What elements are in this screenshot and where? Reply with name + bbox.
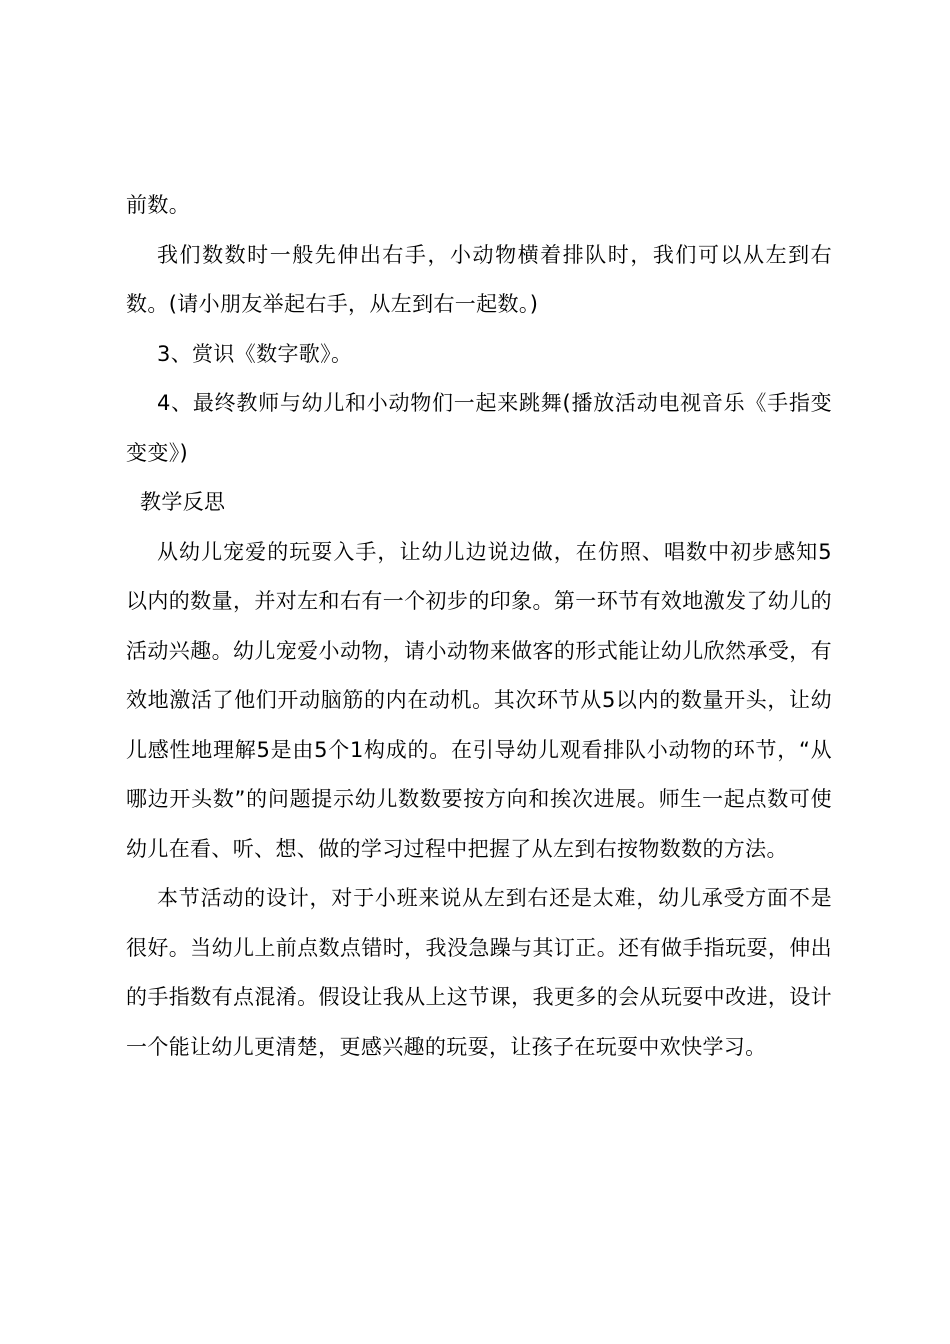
paragraph-counting-right-hand: 我们数数时一般先伸出右手，小动物横着排队时，我们可以从左到右数。(请小朋友举起右手，从左到右一起数。) [126, 242, 832, 316]
paragraph-step-3: 3、赏识《数字歌》。 [157, 341, 353, 366]
section-heading-reflection: 教学反思 [140, 490, 226, 514]
document-body [126, 181, 832, 1072]
paragraph-step-4: 4、最终教师与幼儿和小动物们一起来跳舞(播放活动电视音乐《手指变变变》) [126, 391, 832, 465]
paragraph-reflection-1: 从幼儿宠爱的玩耍入手，让幼儿边说边做，在仿照、唱数中初步感知5以内的数量，并对左和右有一个初步的印象。第一环节有效地激发了幼儿的活动兴趣。幼儿宠爱小动物，请小动物来做客的形式能让幼儿欣然承受，有效地激活了他们开动脑筋的内在动机。其次环节从5以内的数量开头，让幼儿感性地理解5是由5个1构成的。在引导幼儿观看排队小动物的环节，“从哪边开头数”的问题提示幼儿数数要按方向和挨次进展。师生一起点数可使幼儿在看、听、想、做的学习过程中把握了从左到右按物数数的方法。 [126, 539, 832, 861]
paragraph-reflection-2: 本节活动的设计，对于小班来说从左到右还是太难，幼儿承受方面不是很好。当幼儿上前点数点错时，我没急躁与其订正。还有做手指玩耍，伸出的手指数有点混淆。假设让我从上这节课，我更多的会从玩耍中改进，设计一个能让幼儿更清楚，更感兴趣的玩耍，让孩子在玩耍中欢快学习。 [126, 886, 832, 1059]
paragraph-continuation: 前数。 [126, 193, 191, 217]
